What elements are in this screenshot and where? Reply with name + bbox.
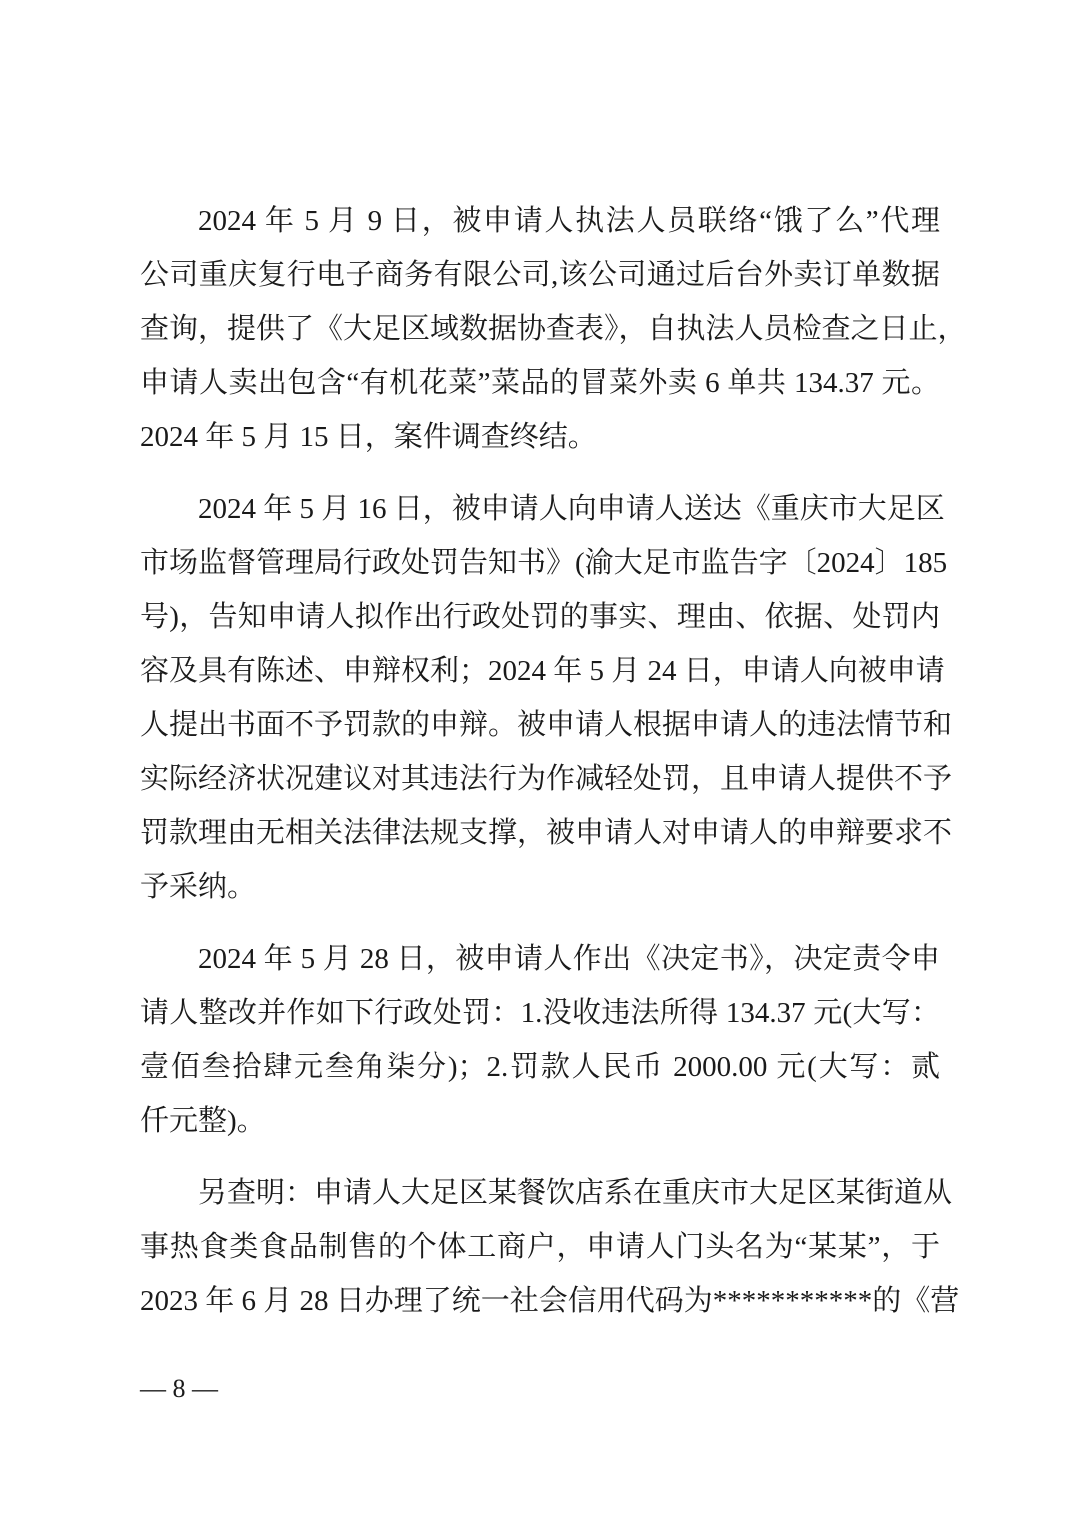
text-line: 2023 年 6 月 28 日办理了统一社会信用代码为***********的《营 — [140, 1285, 960, 1317]
text-line: 市场监督管理局行政处罚告知书》(渝大足市监告字〔2024〕185 — [140, 547, 948, 579]
body-text — [140, 194, 967, 1328]
text-line: 请人整改并作如下行政处罚：1.没收违法所得 134.37 元(大写： — [140, 997, 940, 1029]
text-line: 另查明：申请人大足区某餐饮店系在重庆市大足区某街道从 — [198, 1177, 953, 1209]
text-line: 2024 年 5 月 28 日，被申请人作出《决定书》，决定责令申 — [198, 943, 940, 975]
text-line: 号)，告知申请人拟作出行政处罚的事实、理由、依据、处罚内 — [140, 601, 940, 633]
text-line: 罚款理由无相关法律法规支撑，被申请人对申请人的申辩要求不 — [140, 817, 953, 849]
paragraph-1 — [140, 194, 967, 464]
text-line: 查询，提供了《大足区域数据协查表》，自执法人员检查之日止， — [140, 313, 967, 345]
paragraph-2 — [140, 482, 953, 914]
text-line: 2024 年 5 月 16 日，被申请人向申请人送达《重庆市大足区 — [198, 493, 945, 525]
text-line: 人提出书面不予罚款的申辩。被申请人根据申请人的违法情节和 — [140, 709, 953, 741]
paragraph-3 — [140, 932, 940, 1148]
text-line: 容及具有陈述、申辩权利；2024 年 5 月 24 日，申请人向被申请 — [140, 655, 945, 687]
paragraph-4 — [140, 1166, 960, 1328]
text-line: 壹佰叁拾肆元叁角柒分)；2.罚款人民币 2000.00 元(大写：贰 — [140, 1051, 940, 1083]
text-line: 实际经济状况建议对其违法行为作减轻处罚，且申请人提供不予 — [140, 763, 953, 795]
text-line: 2024 年 5 月 15 日，案件调查终结。 — [140, 421, 597, 453]
text-line: 2024 年 5 月 9 日，被申请人执法人员联络“饿了么”代理 — [198, 205, 940, 237]
text-line: 申请人卖出包含“有机花菜”菜品的冒菜外卖 6 单共 134.37 元。 — [140, 367, 940, 399]
text-line: 予采纳。 — [140, 871, 257, 903]
text-line: 事热食类食品制售的个体工商户，申请人门头名为“某某”，于 — [140, 1231, 940, 1263]
text-line: 仟元整)。 — [140, 1105, 266, 1137]
text-line: 公司重庆复行电子商务有限公司,该公司通过后台外卖订单数据 — [140, 259, 940, 291]
page-number: — 8 — — [140, 1374, 218, 1403]
